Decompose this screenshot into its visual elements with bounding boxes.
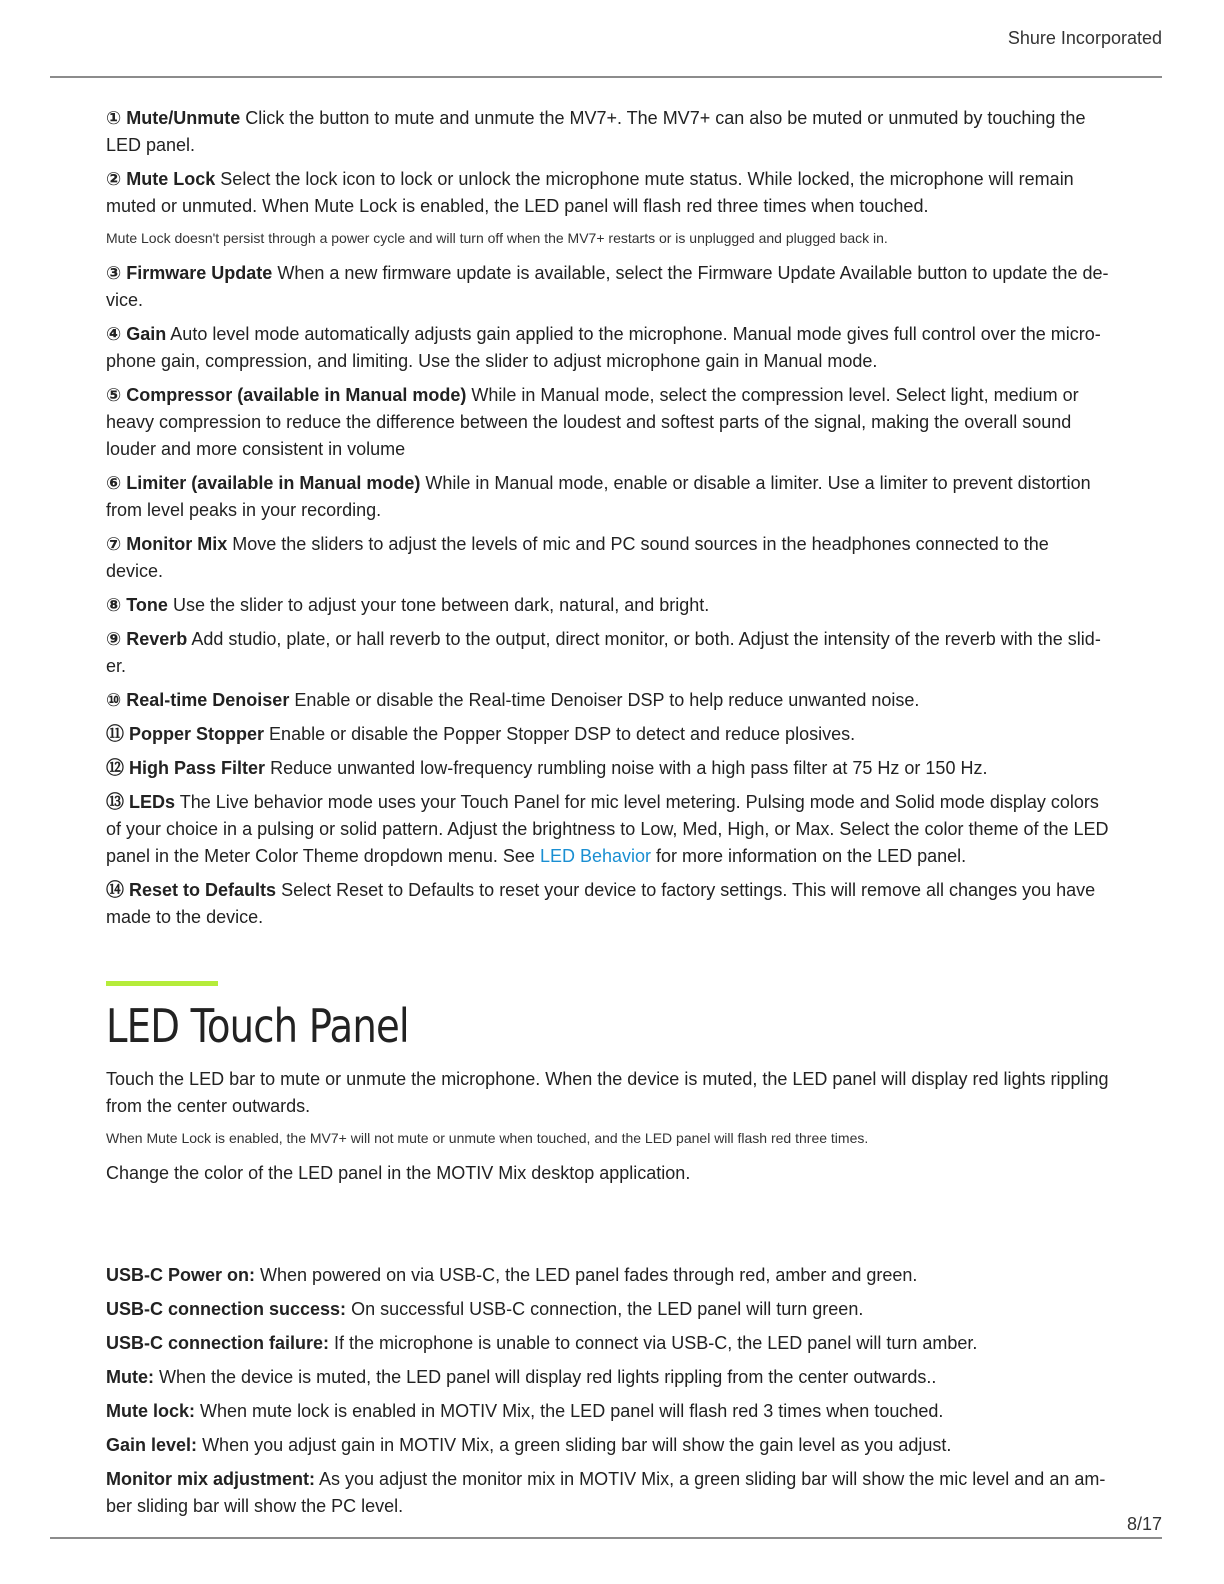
item-compressor: [106, 382, 1110, 463]
item-mute-unmute: [106, 105, 1110, 159]
led-state-usbc-power-on: [106, 1262, 1110, 1289]
change-color-text: Change the color of the LED panel in the MOTIV Mix desktop application.: [106, 1163, 691, 1183]
item-text: Use the slider to adjust your tone between dark, natural, and bright.: [172, 595, 710, 615]
item-tone: [106, 592, 1110, 619]
item-text: Enable or disable the Real-time Denoiser DSP to help reduce unwanted noise.: [294, 690, 920, 710]
item-reverb: [106, 626, 1110, 680]
page-number: 8/17: [1126, 1514, 1162, 1534]
item-number: ⑨: [106, 629, 122, 649]
item-title: Compressor (available in Manual mode): [126, 385, 467, 405]
item-number: ⑪: [106, 724, 124, 744]
item-realtime-denoiser: [106, 687, 1110, 714]
item-number: ⑤: [106, 385, 122, 405]
item-title: Firmware Update: [126, 263, 273, 283]
led-behavior-link[interactable]: LED Behavior: [539, 846, 651, 866]
item-text: The Live behavior mode uses your Touch Panel for mic level metering. Pulsing mode and Solid mode display colors of your choice in a pulsing or solid pattern. Adjust the brightness to Low, Med, High, or Max. Select the color theme of the LED panel in the Meter Color Theme dropdown menu. See: [106, 792, 1109, 866]
item-title: Popper Stopper: [129, 724, 265, 744]
mute-lock-note: Mute Lock doesn't persist through a power cycle and will turn off when the MV7+ restarts or is unplugged and plugged back in.: [106, 230, 888, 246]
state-label: Gain level:: [106, 1435, 198, 1455]
spacer: [106, 1194, 1110, 1262]
item-title: Monitor Mix: [126, 534, 228, 554]
header-company-name: Shure Incorporated: [1007, 28, 1162, 48]
state-label: Mute lock:: [106, 1401, 196, 1421]
item-text: While in Manual mode, select the compression level. Select light, medium or heavy compression to reduce the difference between the loudest and softest parts of the signal, making the overall sound louder and more consistent in volume: [106, 385, 1079, 459]
item-text: Reduce unwanted low-frequency rumbling noise with a high pass filter at 75 Hz or 150 Hz.: [270, 758, 988, 778]
led-state-mute: [106, 1364, 1110, 1391]
item-number: ⑧: [106, 595, 122, 615]
item-number: ⑩: [106, 690, 122, 710]
item-gain: [106, 321, 1110, 375]
state-text: When you adjust gain in MOTIV Mix, a green sliding bar will show the gain level as you adjust.: [202, 1435, 952, 1455]
section-intro: Touch the LED bar to mute or unmute the microphone. When the device is muted, the LED panel will display red lights rippling from the center outwards.: [106, 1069, 1109, 1116]
state-text: As you adjust the monitor mix in MOTIV Mix, a green sliding bar will show the mic level and an amber sliding bar will show the PC level.: [106, 1469, 1106, 1516]
item-number: ③: [106, 263, 122, 283]
footer-divider: [50, 1537, 1162, 1539]
item-title: Tone: [126, 595, 168, 615]
item-number: ⑭: [106, 880, 124, 900]
item-number: ⑫: [106, 758, 124, 778]
state-text: When the device is muted, the LED panel will display red lights rippling from the center outwards..: [159, 1367, 937, 1387]
item-text: Auto level mode automatically adjusts gain applied to the microphone. Manual mode gives full control over the microphone gain, compression, and limiting. Use the slider to adjust microphone gain in Manual mode.: [106, 324, 1101, 371]
page-content: [106, 105, 1110, 1527]
led-state-usbc-success: [106, 1296, 1110, 1323]
item-title: Reset to Defaults: [129, 880, 277, 900]
item-number: ⑦: [106, 534, 122, 554]
state-label: USB-C Power on:: [106, 1265, 256, 1285]
item-limiter: [106, 470, 1110, 524]
item-monitor-mix: [106, 531, 1110, 585]
section-title: LED Touch Panel: [106, 999, 409, 1053]
item-title: Reverb: [126, 629, 188, 649]
header-divider: [50, 76, 1162, 78]
item-text: Select Reset to Defaults to reset your device to factory settings. This will remove all changes you have made to the device.: [106, 880, 1096, 927]
state-label: Mute:: [106, 1367, 154, 1387]
item-number: ⑬: [106, 792, 124, 812]
item-reset-to-defaults: [106, 877, 1110, 931]
state-text: On successful USB-C connection, the LED panel will turn green.: [351, 1299, 864, 1319]
item-number: ①: [106, 108, 122, 128]
item-text: Click the button to mute and unmute the MV7+. The MV7+ can also be muted or unmuted by touching the LED panel.: [106, 108, 1086, 155]
item-number: ④: [106, 324, 122, 344]
state-text: When powered on via USB-C, the LED panel fades through red, amber and green.: [260, 1265, 918, 1285]
state-text: When mute lock is enabled in MOTIV Mix, the LED panel will flash red 3 times when touched.: [200, 1401, 944, 1421]
item-text: Enable or disable the Popper Stopper DSP to detect and reduce plosives.: [269, 724, 856, 744]
led-state-mute-lock: [106, 1398, 1110, 1425]
state-label: USB-C connection success:: [106, 1299, 347, 1319]
state-text: If the microphone is unable to connect via USB-C, the LED panel will turn amber.: [334, 1333, 978, 1353]
item-text: While in Manual mode, enable or disable a limiter. Use a limiter to prevent distortion from level peaks in your recording.: [106, 473, 1091, 520]
item-text: When a new firmware update is available, select the Firmware Update Available button to update the device.: [106, 263, 1109, 310]
item-title: Limiter (available in Manual mode): [126, 473, 421, 493]
led-state-monitor-mix: [106, 1466, 1110, 1520]
section-mute-lock-note: When Mute Lock is enabled, the MV7+ will not mute or unmute when touched, and the LED panel will flash red three times.: [106, 1130, 869, 1146]
item-mute-lock: [106, 166, 1110, 220]
item-text: for more information on the LED panel.: [656, 846, 967, 866]
state-label: USB-C connection failure:: [106, 1333, 330, 1353]
item-title: High Pass Filter: [129, 758, 266, 778]
item-title: Real-time Denoiser: [126, 690, 290, 710]
led-state-usbc-failure: [106, 1330, 1110, 1357]
item-popper-stopper: [106, 721, 1110, 748]
item-text: Add studio, plate, or hall reverb to the output, direct monitor, or both. Adjust the intensity of the reverb with the slider.: [106, 629, 1101, 676]
item-high-pass-filter: [106, 755, 1110, 782]
item-number: ②: [106, 169, 122, 189]
state-label: Monitor mix adjustment:: [106, 1469, 316, 1489]
item-number: ⑥: [106, 473, 122, 493]
item-text: Move the sliders to adjust the levels of mic and PC sound sources in the headphones connected to the device.: [106, 534, 1049, 581]
item-title: Mute/Unmute: [126, 108, 241, 128]
item-text: Select the lock icon to lock or unlock the microphone mute status. While locked, the microphone will remain muted or unmuted. When Mute Lock is enabled, the LED panel will flash red three times when touched.: [106, 169, 1074, 216]
item-firmware-update: [106, 260, 1110, 314]
item-title: LEDs: [129, 792, 176, 812]
led-state-gain-level: [106, 1432, 1110, 1459]
item-leds: [106, 789, 1110, 870]
item-title: Gain: [126, 324, 167, 344]
item-title: Mute Lock: [126, 169, 216, 189]
